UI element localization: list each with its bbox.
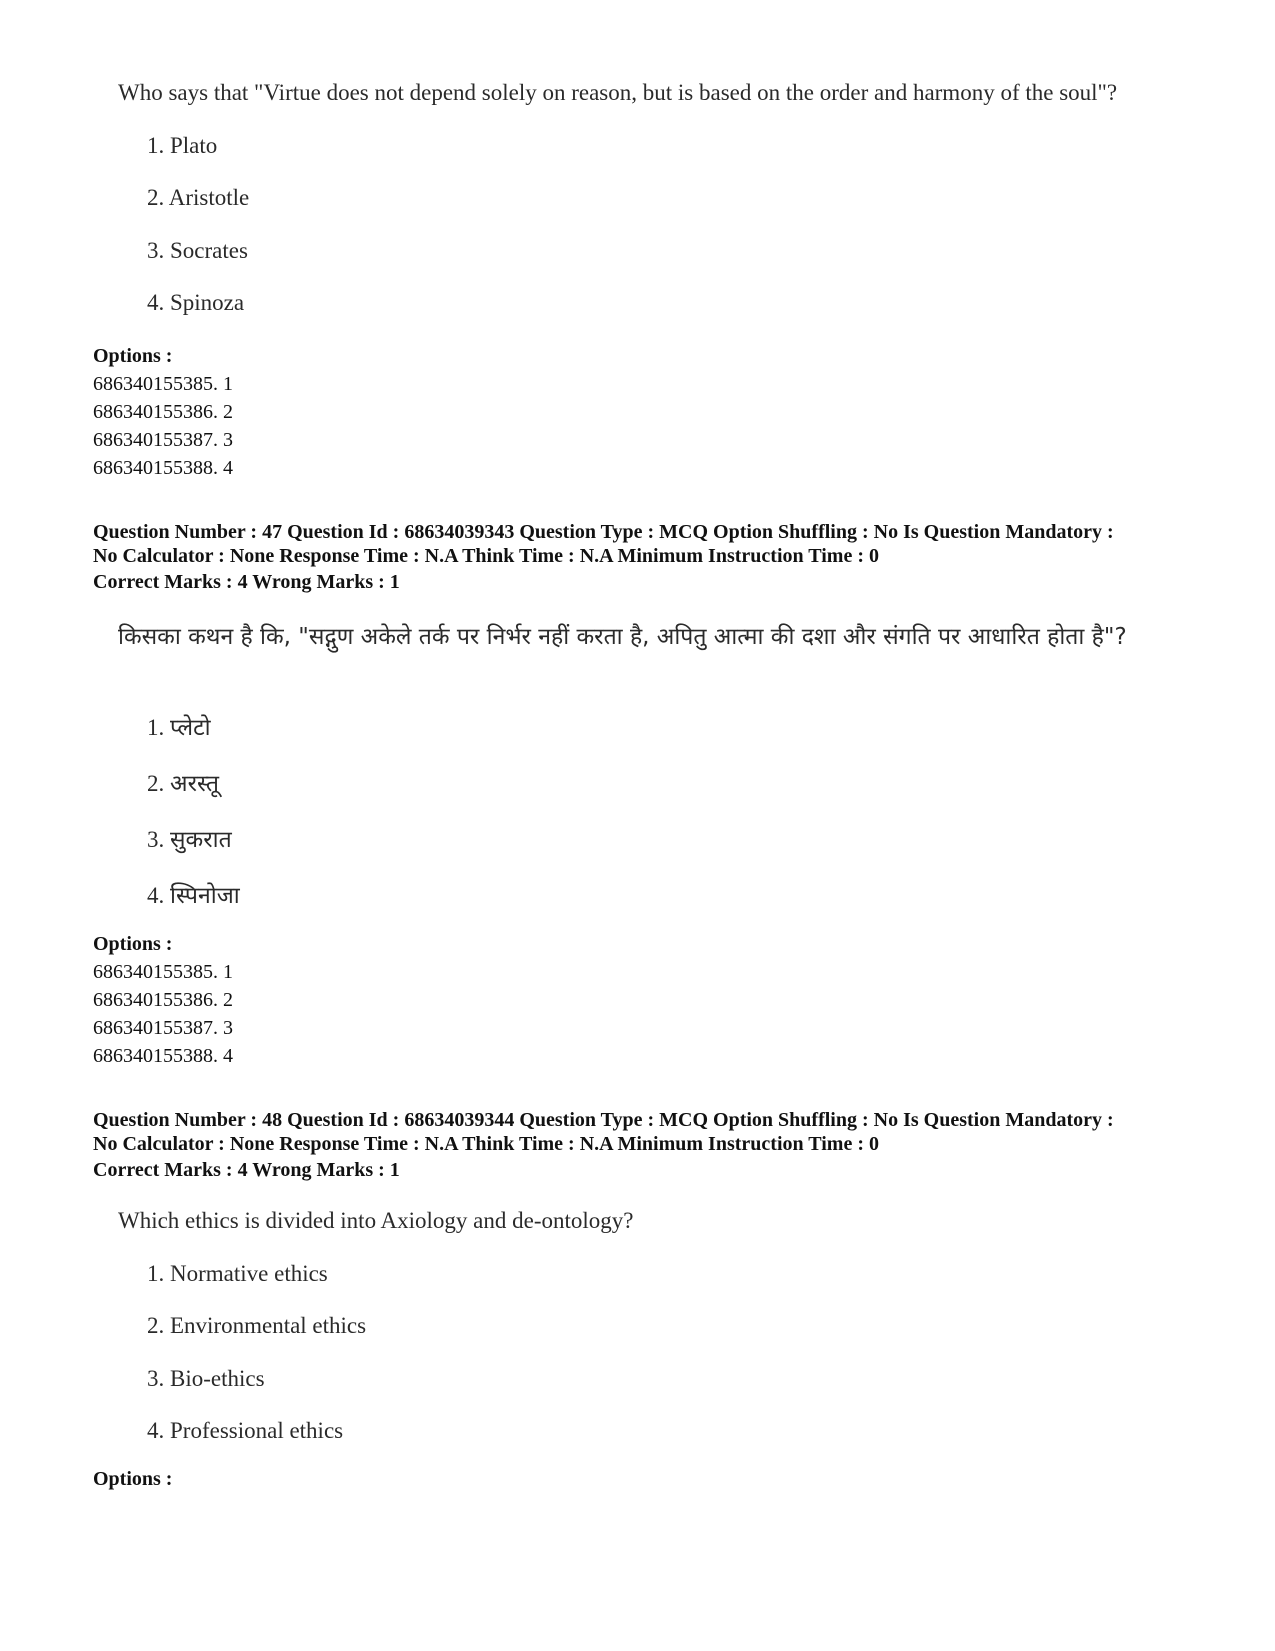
- q47-marks: Correct Marks : 4 Wrong Marks : 1: [93, 571, 400, 593]
- q47-option-1-text: प्लेटो: [170, 715, 211, 741]
- q46-option-code-3: 686340155387. 3: [93, 429, 233, 451]
- q47-meta-line-2: No Calculator : None Response Time : N.A Think Time : N.A Minimum Instruction Time : 0: [93, 545, 879, 567]
- q46-option-1: 1. Plato: [147, 133, 218, 158]
- q48-option-1: 1. Normative ethics: [147, 1261, 328, 1286]
- q46-option-4: 4. Spinoza: [147, 290, 245, 315]
- q47-meta: [93, 520, 1213, 568]
- q47-meta-line-1: Question Number : 47 Question Id : 68634039343 Question Type : MCQ Option Shuffling : No Is Question Mandatory :: [93, 521, 1114, 543]
- q47-option-code-4: 686340155388. 4: [93, 1045, 233, 1067]
- q46-options-label: Options :: [93, 345, 173, 367]
- q48-meta: [93, 1108, 1213, 1156]
- q47-option-1-number: 1.: [147, 715, 165, 740]
- q47-option-2-number: 2.: [147, 771, 165, 796]
- q47-option-code-2: 686340155386. 2: [93, 989, 233, 1011]
- q47-option-4: [147, 878, 240, 910]
- q47-options-label: Options :: [93, 933, 173, 955]
- q47-option-3: [147, 822, 232, 854]
- q48-question-text: Which ethics is divided into Axiology and de-ontology?: [118, 1208, 634, 1233]
- q48-meta-line-2: No Calculator : None Response Time : N.A Think Time : N.A Minimum Instruction Time : 0: [93, 1133, 879, 1155]
- q47-option-2-text: अरस्तू: [170, 771, 220, 797]
- q47-option-1: [147, 710, 211, 742]
- q48-option-3: 3. Bio-ethics: [147, 1366, 265, 1391]
- q47-option-4-text: स्पिनोजा: [170, 883, 240, 909]
- q46-option-code-4: 686340155388. 4: [93, 457, 233, 479]
- q48-option-2: 2. Environmental ethics: [147, 1313, 367, 1338]
- q48-option-4: 4. Professional ethics: [147, 1418, 344, 1443]
- q46-option-3: 3. Socrates: [147, 238, 248, 263]
- q46-option-code-1: 686340155385. 1: [93, 373, 233, 395]
- q47-question-text: किसका कथन है कि, "सद्गुण अकेले तर्क पर निर्भर नहीं करता है, अपितु आत्मा की दशा और संगति पर आधारित होता है"?: [118, 624, 1127, 650]
- q47-option-3-number: 3.: [147, 827, 165, 852]
- q48-marks: Correct Marks : 4 Wrong Marks : 1: [93, 1159, 400, 1181]
- q46-question-text: Who says that "Virtue does not depend solely on reason, but is based on the order and harmony of the soul"?: [118, 80, 1118, 105]
- q47-option-4-number: 4.: [147, 883, 165, 908]
- q48-options-label: Options :: [93, 1468, 173, 1490]
- q46-option-code-2: 686340155386. 2: [93, 401, 233, 423]
- q47-option-3-text: सुकरात: [170, 827, 232, 853]
- q47-option-2: [147, 766, 219, 798]
- q48-meta-line-1: Question Number : 48 Question Id : 68634039344 Question Type : MCQ Option Shuffling : No Is Question Mandatory :: [93, 1109, 1114, 1131]
- q47-option-code-3: 686340155387. 3: [93, 1017, 233, 1039]
- q46-option-2: 2. Aristotle: [147, 185, 250, 210]
- q47-option-code-1: 686340155385. 1: [93, 961, 233, 983]
